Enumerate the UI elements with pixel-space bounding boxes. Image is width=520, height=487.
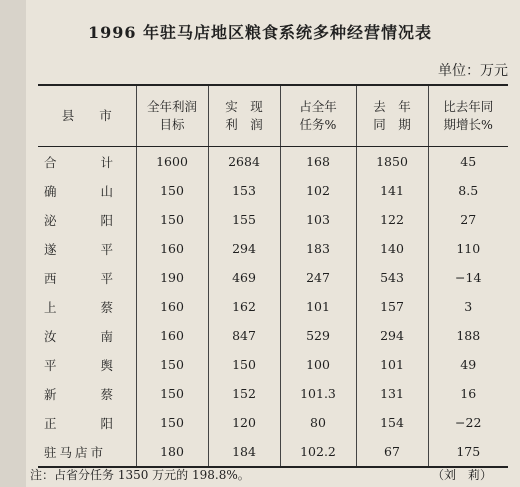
header-target: 全年利润 目标 bbox=[136, 85, 208, 147]
growth-cell: 110 bbox=[428, 234, 508, 263]
target-cell: 160 bbox=[136, 292, 208, 321]
target-cell: 190 bbox=[136, 263, 208, 292]
growth-cell: 3 bbox=[428, 292, 508, 321]
last-cell: 157 bbox=[356, 292, 428, 321]
county-name-cell: 上 蔡 bbox=[44, 299, 114, 315]
actual-cell: 162 bbox=[208, 292, 280, 321]
header-last: 去 年 同 期 bbox=[356, 85, 428, 147]
footnote: 注：占省分任务 1350 万元的 198.8%。 bbox=[30, 468, 250, 482]
table-row bbox=[38, 292, 508, 321]
growth-cell: 175 bbox=[428, 437, 508, 467]
last-cell: 294 bbox=[356, 321, 428, 350]
county-name-cell: 遂 平 bbox=[44, 241, 114, 257]
last-cell: 122 bbox=[356, 205, 428, 234]
pct-cell: 529 bbox=[280, 321, 356, 350]
target-cell: 1600 bbox=[136, 147, 208, 177]
actual-cell: 150 bbox=[208, 350, 280, 379]
county-name-cell: 新 蔡 bbox=[44, 386, 114, 402]
target-cell: 150 bbox=[136, 408, 208, 437]
target-cell: 150 bbox=[136, 176, 208, 205]
growth-cell: 8.5 bbox=[428, 176, 508, 205]
table-row bbox=[38, 321, 508, 350]
pct-cell: 101.3 bbox=[280, 379, 356, 408]
pct-cell: 80 bbox=[280, 408, 356, 437]
target-cell: 150 bbox=[136, 205, 208, 234]
table-row bbox=[38, 408, 508, 437]
growth-cell: −14 bbox=[428, 263, 508, 292]
last-cell: 140 bbox=[356, 234, 428, 263]
target-cell: 160 bbox=[136, 321, 208, 350]
last-cell: 67 bbox=[356, 437, 428, 467]
county-name-cell: 合 计 bbox=[44, 154, 114, 170]
pct-cell: 168 bbox=[280, 147, 356, 177]
last-cell: 154 bbox=[356, 408, 428, 437]
table-row bbox=[38, 379, 508, 408]
pct-cell: 100 bbox=[280, 350, 356, 379]
pct-cell: 247 bbox=[280, 263, 356, 292]
growth-cell: 27 bbox=[428, 205, 508, 234]
author: （刘 莉） bbox=[431, 468, 492, 482]
actual-cell: 469 bbox=[208, 263, 280, 292]
pct-cell: 102.2 bbox=[280, 437, 356, 467]
growth-cell: −22 bbox=[428, 408, 508, 437]
actual-cell: 153 bbox=[208, 176, 280, 205]
last-cell: 543 bbox=[356, 263, 428, 292]
header-row bbox=[38, 85, 508, 147]
header-actual: 实 现 利 润 bbox=[208, 85, 280, 147]
adjacent-page-margin bbox=[0, 0, 26, 487]
table-row bbox=[38, 263, 508, 292]
pct-cell: 101 bbox=[280, 292, 356, 321]
target-cell: 160 bbox=[136, 234, 208, 263]
actual-cell: 155 bbox=[208, 205, 280, 234]
last-cell: 131 bbox=[356, 379, 428, 408]
table-row bbox=[38, 176, 508, 205]
pct-cell: 183 bbox=[280, 234, 356, 263]
target-cell: 180 bbox=[136, 437, 208, 467]
table-title: 1996 年驻马店地区粮食系统多种经营情况表 bbox=[87, 23, 433, 42]
county-name-cell: 正 阳 bbox=[44, 415, 114, 431]
actual-cell: 184 bbox=[208, 437, 280, 467]
growth-cell: 45 bbox=[428, 147, 508, 177]
header-growth: 比去年同 期增长% bbox=[428, 85, 508, 147]
county-name-cell: 泌 阳 bbox=[44, 212, 114, 228]
last-cell: 141 bbox=[356, 176, 428, 205]
table-row bbox=[38, 437, 508, 467]
county-name-cell: 平 舆 bbox=[44, 357, 114, 373]
growth-cell: 16 bbox=[428, 379, 508, 408]
growth-cell: 49 bbox=[428, 350, 508, 379]
table-row bbox=[38, 350, 508, 379]
header-county: 县 市 bbox=[38, 85, 136, 147]
county-name-cell: 汝 南 bbox=[44, 328, 114, 344]
last-cell: 101 bbox=[356, 350, 428, 379]
actual-cell: 120 bbox=[208, 408, 280, 437]
last-cell: 1850 bbox=[356, 147, 428, 177]
actual-cell: 847 bbox=[208, 321, 280, 350]
header-pct: 占全年 任务% bbox=[280, 85, 356, 147]
pct-cell: 103 bbox=[280, 205, 356, 234]
actual-cell: 152 bbox=[208, 379, 280, 408]
pct-cell: 102 bbox=[280, 176, 356, 205]
table-row bbox=[38, 147, 508, 177]
county-name-cell: 驻马店市 bbox=[38, 437, 136, 467]
table-row bbox=[38, 234, 508, 263]
data-table bbox=[38, 84, 508, 468]
growth-cell: 188 bbox=[428, 321, 508, 350]
table-row bbox=[38, 205, 508, 234]
county-name-cell: 确 山 bbox=[44, 183, 114, 199]
county-name-cell: 西 平 bbox=[44, 270, 114, 286]
unit-label: 单位：万元 bbox=[438, 63, 508, 79]
target-cell: 150 bbox=[136, 350, 208, 379]
target-cell: 150 bbox=[136, 379, 208, 408]
actual-cell: 294 bbox=[208, 234, 280, 263]
actual-cell: 2684 bbox=[208, 147, 280, 177]
